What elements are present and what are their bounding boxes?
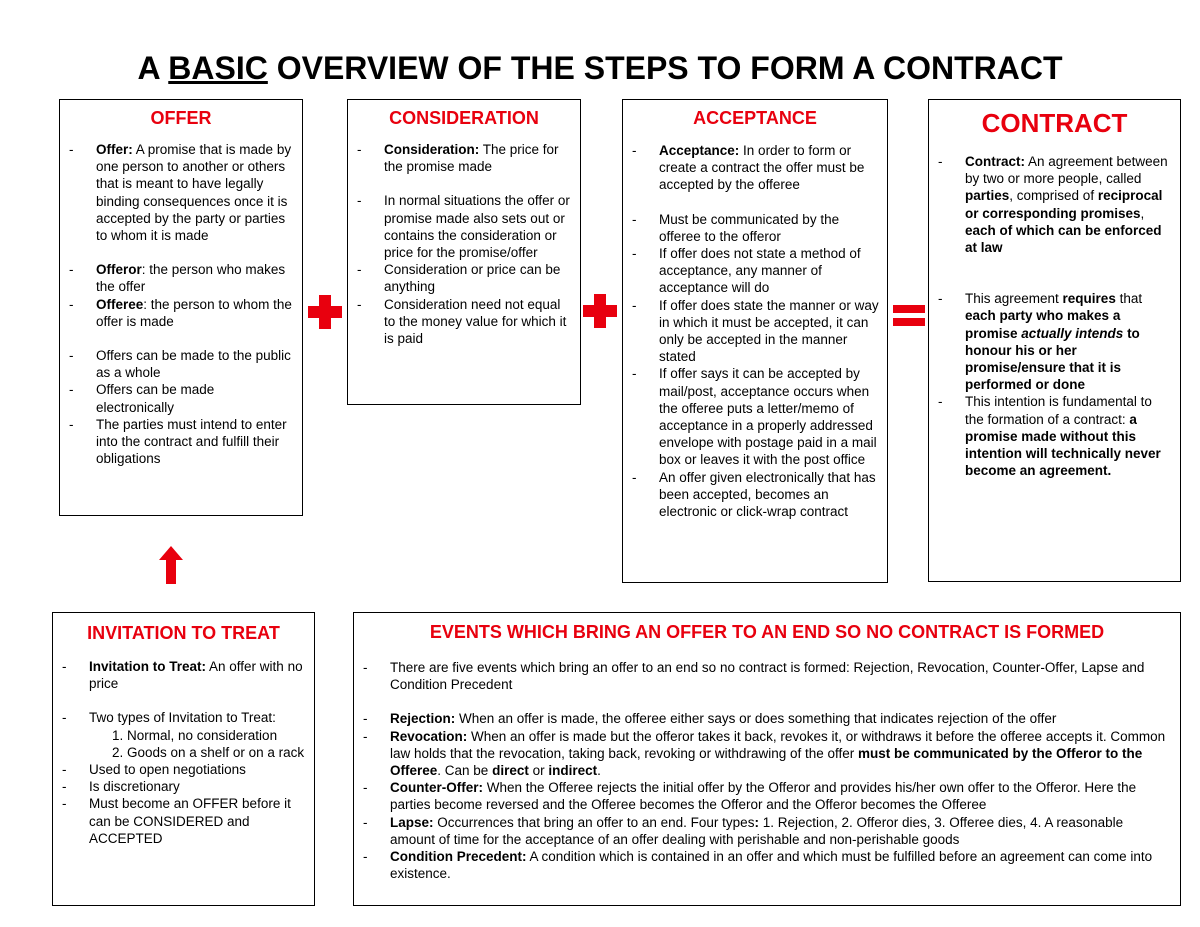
list-item: - In normal situations the offer or promise made also sets out or contains the consideration or price for the promise/offer <box>348 192 572 261</box>
offer-heading: OFFER <box>150 108 212 128</box>
list-item: - The parties must intend to enter into the contract and fulfill their obligations <box>60 416 294 468</box>
list-item: - Offers can be made to the public as a whole <box>60 347 294 381</box>
list-item: - Counter-Offer: When the Offeree rejects the initial offer by the Offeror and provides his/her own offer to the Offeror. Here the parties become reversed and the Offeree becomes the Offeror and the Offeror becomes the Offeree <box>354 779 1170 813</box>
list-item: - Revocation: When an offer is made but the offeror takes it back, revokes it, or withdraws it before the offeree accepts it. Common law holds that the revocation, taking back, revoking or withdrawing of the offer must be communicated by the Offeror to the Offeree. Can be direct or indirect. <box>354 728 1170 780</box>
list-item: - Lapse: Occurrences that bring an offer to an end. Four types: 1. Rejection, 2. Offeror dies, 3. Offeree dies, 4. A reasonable amount of time for the acceptance of an offer dealing with perishable and non-perishable goods <box>354 814 1170 848</box>
offer-box <box>59 99 303 516</box>
plus-icon <box>583 294 617 328</box>
list-item: - Offeror: the person who makes the offer <box>60 261 294 295</box>
list-item: - This intention is fundamental to the formation of a contract: a promise made without this intention will technically never become an agreement. <box>929 393 1172 479</box>
list-item: - Acceptance: In order to form or create a contract the offer must be accepted by the offeree <box>623 142 879 194</box>
list-item: - Used to open negotiations <box>53 761 306 778</box>
list-item: - Invitation to Treat: An offer with no price <box>53 658 306 692</box>
acceptance-heading: ACCEPTANCE <box>693 108 817 128</box>
events-box <box>353 612 1181 906</box>
list-item: - There are five events which bring an offer to an end so no contract is formed: Rejection, Revocation, Counter-Offer, Lapse and Condition Precedent <box>354 659 1170 693</box>
list-item: - Rejection: When an offer is made, the offeree either says or does something that indicates rejection of the offer <box>354 710 1170 727</box>
events-heading: EVENTS WHICH BRING AN OFFER TO AN END SO NO CONTRACT IS FORMED <box>429 622 1105 642</box>
list-item: - Must be communicated by the offeree to the offeror <box>623 211 879 245</box>
page-title: A BASIC OVERVIEW OF THE STEPS TO FORM A CONTRACT <box>137 50 1063 86</box>
list-item: - Consideration need not equal to the money value for which it is paid <box>348 296 572 348</box>
list-item: - This agreement requires that each party who makes a promise actually intends to honour his or her promise/ensure that it is performed or done <box>929 290 1172 393</box>
plus-icon <box>308 295 342 329</box>
list-item: - Offers can be made electronically <box>60 381 294 415</box>
consideration-box <box>347 99 581 405</box>
list-item: - Must become an OFFER before it can be CONSIDERED and ACCEPTED <box>53 795 306 847</box>
list-item: - If offer does state the manner or way in which it must be accepted, it can only be accepted in the manner stated <box>623 297 879 366</box>
list-item: - If offer does not state a method of acceptance, any manner of acceptance will do <box>623 245 879 297</box>
list-item: - Offeree: the person to whom the offer is made <box>60 296 294 330</box>
contract-box <box>928 99 1181 582</box>
equals-icon <box>893 305 925 327</box>
sub-list-item: 1. Normal, no consideration <box>127 727 306 744</box>
consideration-heading: CONSIDERATION <box>389 108 539 128</box>
sub-list-item: 2. Goods on a shelf or on a rack <box>127 744 306 761</box>
title-underlined-word: BASIC <box>168 50 268 86</box>
list-item: - Condition Precedent: A condition which is contained in an offer and which must be fulfilled before an agreement can come into existence. <box>354 848 1170 882</box>
arrow-up-icon <box>159 546 183 584</box>
list-item: - Consideration: The price for the promise made <box>348 141 572 175</box>
invitation-box <box>52 612 315 906</box>
invitation-heading: INVITATION TO TREAT <box>87 623 280 643</box>
list-item: - Contract: An agreement between by two or more people, called parties, comprised of reciprocal or corresponding promises, each of which can be enforced at law <box>929 153 1172 256</box>
list-item: - Consideration or price can be anything <box>348 261 572 295</box>
acceptance-box <box>622 99 888 583</box>
list-item: - Offer: A promise that is made by one person to another or others that is meant to have legally binding consequences once it is accepted by the party or parties to whom it is made <box>60 141 294 244</box>
list-item: - An offer given electronically that has been accepted, becomes an electronic or click-wrap contract <box>623 469 879 521</box>
list-item: - Two types of Invitation to Treat: 1. Normal, no consideration 2. Goods on a shelf or on a rack <box>53 709 306 761</box>
contract-heading: CONTRACT <box>981 108 1128 138</box>
list-item: - If offer says it can be accepted by mail/post, acceptance occurs when the offeree puts a letter/memo of acceptance in a properly addressed envelope with postage paid in a mail box or leaves it with the post office <box>623 365 879 468</box>
list-item: - Is discretionary <box>53 778 306 795</box>
